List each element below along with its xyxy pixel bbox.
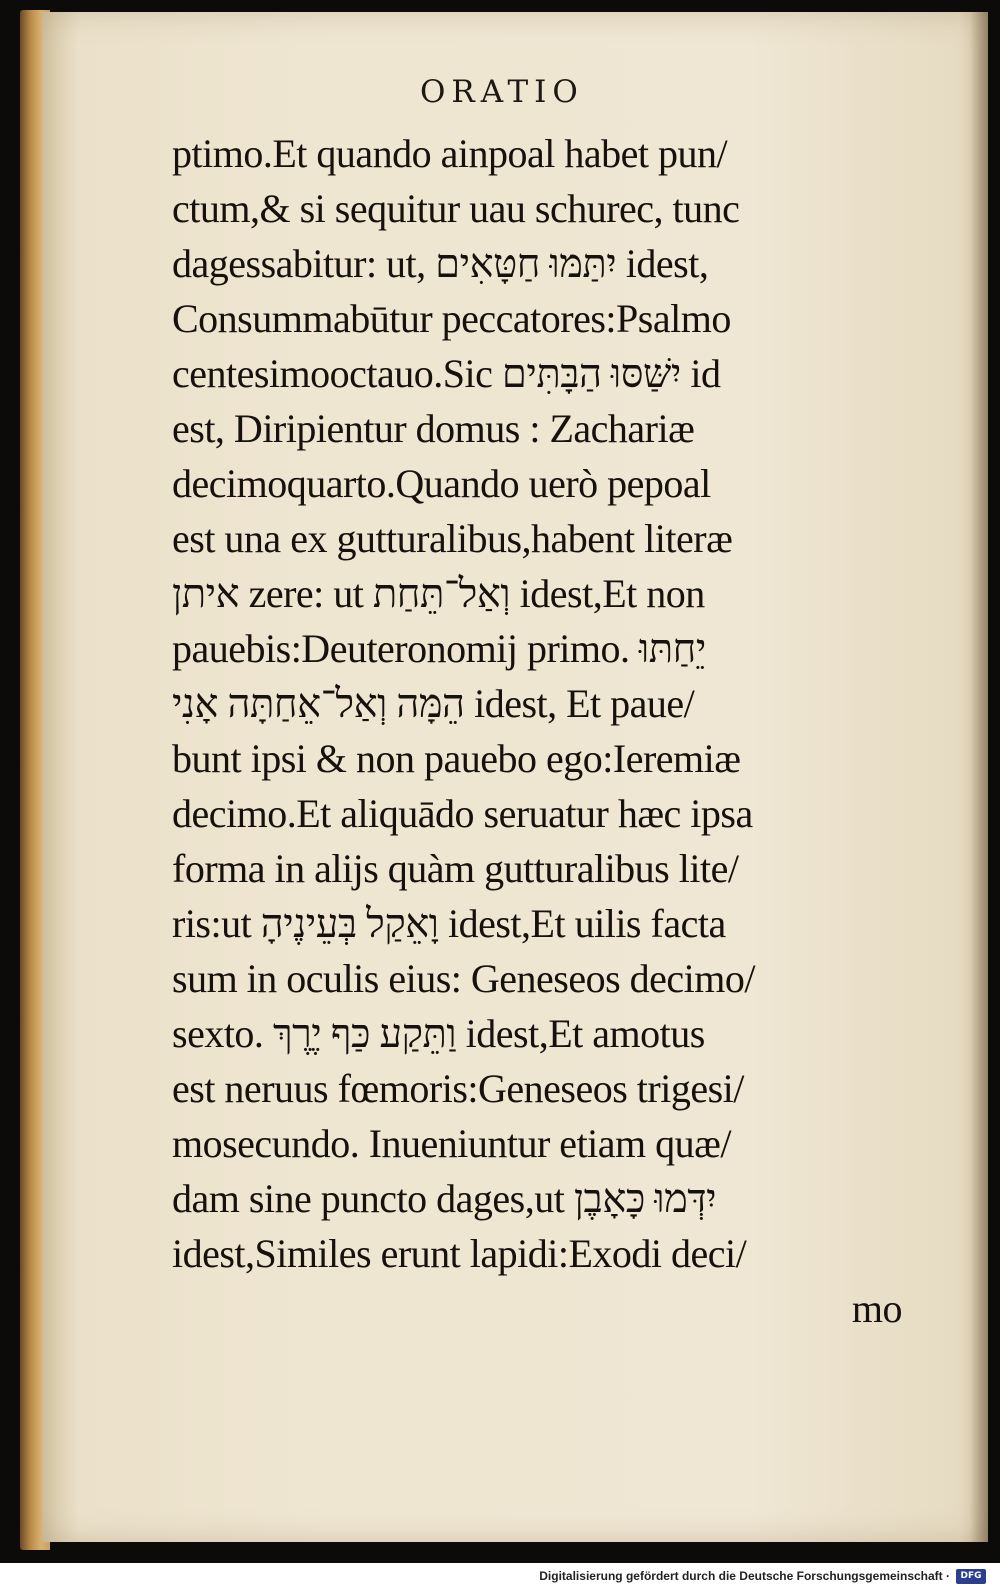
running-head: ORATIO: [420, 74, 584, 110]
footer-bar: [0, 1563, 1000, 1591]
text-line: sexto. וַתֵּקַע כַּף יֶרֶךְ idest,Et amotus: [172, 1011, 705, 1056]
text-line: pauebis:Deuteronomij primo. יֵחַתּוּ: [172, 626, 706, 671]
text-block: [172, 126, 902, 1336]
text-line: איתן zere: ut וְאַל־תֵּחַת idest,Et non: [172, 571, 705, 616]
text-line: ris:ut וָאֵקַל בְּעֵינֶיהָ idest,Et uilis facta: [172, 901, 726, 946]
text-line: forma in alijs quàm gutturalibus lite/: [172, 846, 739, 891]
text-line: Consummabūtur peccatores:Psalmo: [172, 296, 731, 341]
text-line: centesimooctauo.Sic יִשַּׁסּוּ הַבָּתִּים id: [172, 351, 721, 396]
catchword: mo: [851, 1286, 902, 1331]
text-line: bunt ipsi & non pauebo ego:Ieremiæ: [172, 736, 741, 781]
text-line: decimo.Et aliquādo seruatur hæc ipsa: [172, 791, 753, 836]
text-line: mosecundo. Inueniuntur etiam quæ/: [172, 1121, 731, 1166]
text-line: הֵמָּה וְאַל־אֵחַתָּה אָנִי idest, Et paue/: [172, 681, 695, 726]
text-line: sum in oculis eius: Geneseos decimo/: [172, 956, 756, 1001]
text-line: dagessabitur: ut, יִתַּמּוּ חַטָּאִים idest,: [172, 241, 709, 286]
text-line: est neruus fœmoris:Geneseos trigesi/: [172, 1066, 744, 1111]
text-line: dam sine puncto dages,ut יִדְּמוּ כָּאָבֶן: [172, 1176, 717, 1221]
text-line: est, Diripientur domus : Zachariæ: [172, 406, 695, 451]
text-line: est una ex gutturalibus,habent literæ: [172, 516, 733, 561]
text-line: decimoquarto.Quando uerò pepoal: [172, 461, 711, 506]
dfg-logo: DFG: [956, 1569, 986, 1584]
funding-credit: Digitalisierung gefördert durch die Deutsche Forschungsgemeinschaft ·: [539, 1569, 950, 1583]
text-line: ctum,& si sequitur uau schurec, tunc: [172, 186, 740, 231]
page-gutter-shadow: [970, 12, 988, 1542]
text-line: ptimo.Et quando ainpoal habet pun/: [172, 131, 728, 176]
text-line: idest,Similes erunt lapidi:Exodi deci/: [172, 1231, 747, 1276]
